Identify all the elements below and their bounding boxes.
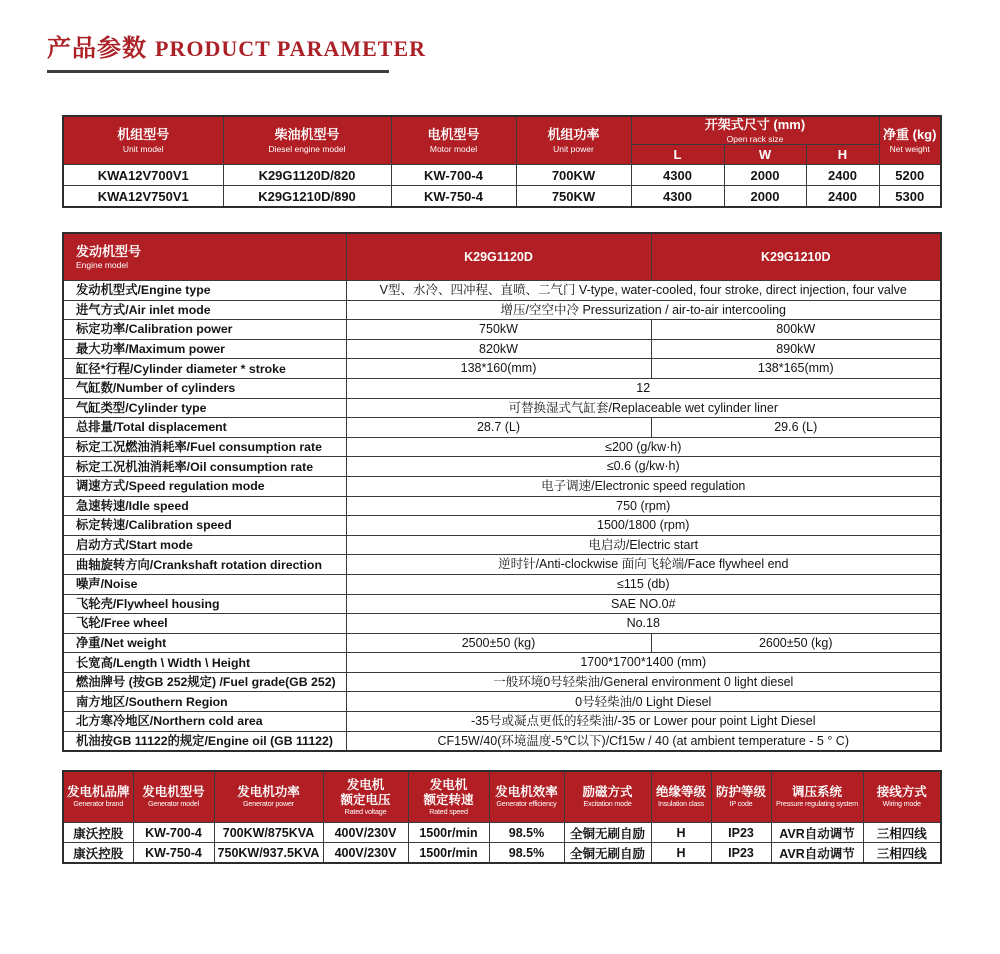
unit-model-value: KWA12V750V1 — [63, 186, 223, 208]
unit-model-cn: 机组型号 — [117, 127, 170, 143]
param-value: CF15W/40(环境温度-5℃以下)/Cf15w / 40 (at ambient temperature - 5 ° C) — [346, 731, 941, 751]
param-label: 机油按GB 11122的规定/Engine oil (GB 11122) — [63, 731, 346, 751]
engine-model-2: K29G1210D — [651, 233, 941, 281]
param-value: 0号轻柴油/0 Light Diesel — [346, 692, 941, 712]
rack-length-value: 4300 — [631, 186, 724, 208]
ip-code-value: IP23 — [711, 843, 771, 864]
param-value: No.18 — [346, 614, 941, 634]
param-label: 调速方式/Speed regulation mode — [63, 476, 346, 496]
regulating-system-value: AVR自动调节 — [771, 823, 863, 843]
param-label: 燃油牌号 (按GB 252规定) /Fuel grade(GB 252) — [63, 672, 346, 692]
col-header-height: H — [806, 145, 879, 165]
param-value: 12 — [346, 378, 941, 398]
efficiency-value: 98.5% — [489, 843, 564, 864]
param-value: 1700*1700*1400 (mm) — [346, 653, 941, 673]
rated-voltage-value: 400V/230V — [323, 823, 408, 843]
param-label: 缸径*行程/Cylinder diameter * stroke — [63, 359, 346, 379]
param-label: 净重/Net weight — [63, 633, 346, 653]
rated-speed-value: 1500r/min — [408, 843, 489, 864]
engine-row — [63, 320, 941, 340]
engine-row — [63, 516, 941, 536]
param-label: 总排量/Total displacement — [63, 418, 346, 438]
engine-row — [63, 496, 941, 516]
engine-row — [63, 398, 941, 418]
col-header-open-rack-size: 开架式尺寸 (mm) Open rack size — [631, 116, 879, 145]
param-value-2: 2600±50 (kg) — [651, 633, 941, 653]
param-label: 启动方式/Start mode — [63, 535, 346, 555]
unit-model-value: KWA12V700V1 — [63, 165, 223, 186]
param-label: 标定工况机油消耗率/Oil consumption rate — [63, 457, 346, 477]
generator-brand-value: 康沃控股 — [63, 843, 133, 864]
net-weight-value: 5200 — [879, 165, 941, 186]
param-label: 发动机型式/Engine type — [63, 281, 346, 301]
page-title-cn: 产品参数 — [47, 35, 147, 62]
engine-row — [63, 653, 941, 673]
wiring-mode-value: 三相四线 — [863, 843, 941, 864]
engine-row — [63, 555, 941, 575]
rack-width-value: 2000 — [724, 186, 806, 208]
engine-row — [63, 359, 941, 379]
ip-code-value: IP23 — [711, 823, 771, 843]
engine-row — [63, 281, 941, 301]
engine-row — [63, 535, 941, 555]
generator-brand-value: 康沃控股 — [63, 823, 133, 843]
param-value-2: 800kW — [651, 320, 941, 340]
col-header-engine-model: 发动机型号 Engine model — [63, 233, 346, 281]
col-header-motor-model: 电机型号 Motor model — [391, 116, 516, 165]
param-label: 急速转速/Idle speed — [63, 496, 346, 516]
col-header-width: W — [724, 145, 806, 165]
engine-row — [63, 418, 941, 438]
diesel-model-value: K29G1120D/820 — [223, 165, 391, 186]
param-value: SAE NO.0# — [346, 594, 941, 614]
generator-row — [63, 823, 941, 843]
col-header-generator-brand: 发电机品牌 Generator brand — [63, 771, 133, 823]
param-label: 进气方式/Air inlet mode — [63, 300, 346, 320]
param-label: 曲轴旋转方向/Crankshaft rotation direction — [63, 555, 346, 575]
col-header-length: L — [631, 145, 724, 165]
param-label: 标定功率/Calibration power — [63, 320, 346, 340]
diesel-model-value: K29G1210D/890 — [223, 186, 391, 208]
generator-row — [63, 843, 941, 864]
param-label: 气缸数/Number of cylinders — [63, 378, 346, 398]
col-header-unit-power: 机组功率 Unit power — [516, 116, 631, 165]
col-header-excitation-mode: 励磁方式 Excitation mode — [564, 771, 651, 823]
param-label: 气缸类型/Cylinder type — [63, 398, 346, 418]
param-value: 电启动/Electric start — [346, 535, 941, 555]
unit-table-row — [63, 186, 941, 208]
motor-model-value: KW-750-4 — [391, 186, 516, 208]
generator-model-value: KW-750-4 — [133, 843, 214, 864]
engine-row — [63, 672, 941, 692]
param-label: 飞轮/Free wheel — [63, 614, 346, 634]
rated-speed-value: 1500r/min — [408, 823, 489, 843]
param-value-2: 890kW — [651, 339, 941, 359]
param-value-2: 29.6 (L) — [651, 418, 941, 438]
param-value: 逆时针/Anti-clockwise 面向飞轮端/Face flywheel end — [346, 555, 941, 575]
param-value: ≤200 (g/kw·h) — [346, 437, 941, 457]
engine-row — [63, 339, 941, 359]
param-value: ≤0.6 (g/kw·h) — [346, 457, 941, 477]
excitation-mode-value: 全铜无刷自励 — [564, 823, 651, 843]
param-value: 可替换湿式气缸套/Replaceable wet cylinder liner — [346, 398, 941, 418]
engine-row — [63, 476, 941, 496]
generator-parameter-table — [62, 770, 942, 864]
col-header-net-weight: 净重 (kg) Net weight — [879, 116, 941, 165]
param-value: 增压/空空中冷 Pressurization / air-to-air intercooling — [346, 300, 941, 320]
rack-width-value: 2000 — [724, 165, 806, 186]
engine-row — [63, 614, 941, 634]
engine-model-1: K29G1120D — [346, 233, 651, 281]
col-header-unit-model — [63, 116, 223, 165]
col-header-wiring-mode: 接线方式 Wiring mode — [863, 771, 941, 823]
engine-row — [63, 692, 941, 712]
unit-table-row — [63, 165, 941, 186]
engine-row — [63, 731, 941, 751]
engine-row — [63, 378, 941, 398]
rack-length-value: 4300 — [631, 165, 724, 186]
col-header-insulation-class: 绝缘等级 Insulation class — [651, 771, 711, 823]
excitation-mode-value: 全铜无刷自励 — [564, 843, 651, 864]
efficiency-value: 98.5% — [489, 823, 564, 843]
param-label: 飞轮壳/Flywheel housing — [63, 594, 346, 614]
col-header-generator-power: 发电机功率 Generator power — [214, 771, 323, 823]
param-label: 标定转速/Calibration speed — [63, 516, 346, 536]
param-label: 长宽高/Length \ Width \ Height — [63, 653, 346, 673]
param-label: 北方寒冷地区/Northern cold area — [63, 712, 346, 732]
unit-model-en: Unit model — [122, 143, 164, 154]
generator-model-value: KW-700-4 — [133, 823, 214, 843]
param-label: 标定工况燃油消耗率/Fuel consumption rate — [63, 437, 346, 457]
engine-row — [63, 437, 941, 457]
generator-power-value: 700KW/875KVA — [214, 823, 323, 843]
engine-row — [63, 457, 941, 477]
engine-row — [63, 594, 941, 614]
param-value-1: 820kW — [346, 339, 651, 359]
page-title-en: PRODUCT PARAMETER — [155, 36, 427, 61]
param-label: 南方地区/Southern Region — [63, 692, 346, 712]
engine-row — [63, 633, 941, 653]
param-value: 1500/1800 (rpm) — [346, 516, 941, 536]
unit-model-table — [62, 115, 942, 208]
engine-row — [63, 300, 941, 320]
regulating-system-value: AVR自动调节 — [771, 843, 863, 864]
insulation-class-value: H — [651, 843, 711, 864]
wiring-mode-value: 三相四线 — [863, 823, 941, 843]
param-value: 750 (rpm) — [346, 496, 941, 516]
param-label: 最大功率/Maximum power — [63, 339, 346, 359]
param-value: V型、水冷、四冲程、直喷、二气门 V-type, water-cooled, four stroke, direct injection, four valve — [346, 281, 941, 301]
param-value: ≤115 (db) — [346, 574, 941, 594]
col-header-generator-efficiency: 发电机效率 Generator efficiency — [489, 771, 564, 823]
rack-height-value: 2400 — [806, 186, 879, 208]
unit-power-value: 750KW — [516, 186, 631, 208]
unit-power-value: 700KW — [516, 165, 631, 186]
col-header-rated-speed: 发电机 额定转速 Rated speed — [408, 771, 489, 823]
rated-voltage-value: 400V/230V — [323, 843, 408, 864]
param-value-1: 750kW — [346, 320, 651, 340]
insulation-class-value: H — [651, 823, 711, 843]
param-value: -35号或凝点更低的轻柴油/-35 or Lower pour point Light Diesel — [346, 712, 941, 732]
motor-model-value: KW-700-4 — [391, 165, 516, 186]
col-header-pressure-regulating-system: 调压系统 Pressure regulating system — [771, 771, 863, 823]
param-value: 一般环境0号轻柴油/General environment 0 light diesel — [346, 672, 941, 692]
engine-row — [63, 712, 941, 732]
engine-parameter-table — [62, 232, 942, 752]
col-header-diesel-engine-model: 柴油机型号 Diesel engine model — [223, 116, 391, 165]
param-value-2: 138*165(mm) — [651, 359, 941, 379]
param-label: 噪声/Noise — [63, 574, 346, 594]
net-weight-value: 5300 — [879, 186, 941, 208]
col-header-rated-voltage: 发电机 额定电压 Rated voltage — [323, 771, 408, 823]
param-value: 电子调速/Electronic speed regulation — [346, 476, 941, 496]
col-header-ip-code: 防护等级 IP code — [711, 771, 771, 823]
param-value-1: 28.7 (L) — [346, 418, 651, 438]
rack-height-value: 2400 — [806, 165, 879, 186]
param-value-1: 2500±50 (kg) — [346, 633, 651, 653]
col-header-generator-model: 发电机型号 Generator model — [133, 771, 214, 823]
engine-row — [63, 574, 941, 594]
title-underline — [47, 70, 389, 73]
page-title — [47, 28, 426, 63]
param-value-1: 138*160(mm) — [346, 359, 651, 379]
generator-power-value: 750KW/937.5KVA — [214, 843, 323, 864]
